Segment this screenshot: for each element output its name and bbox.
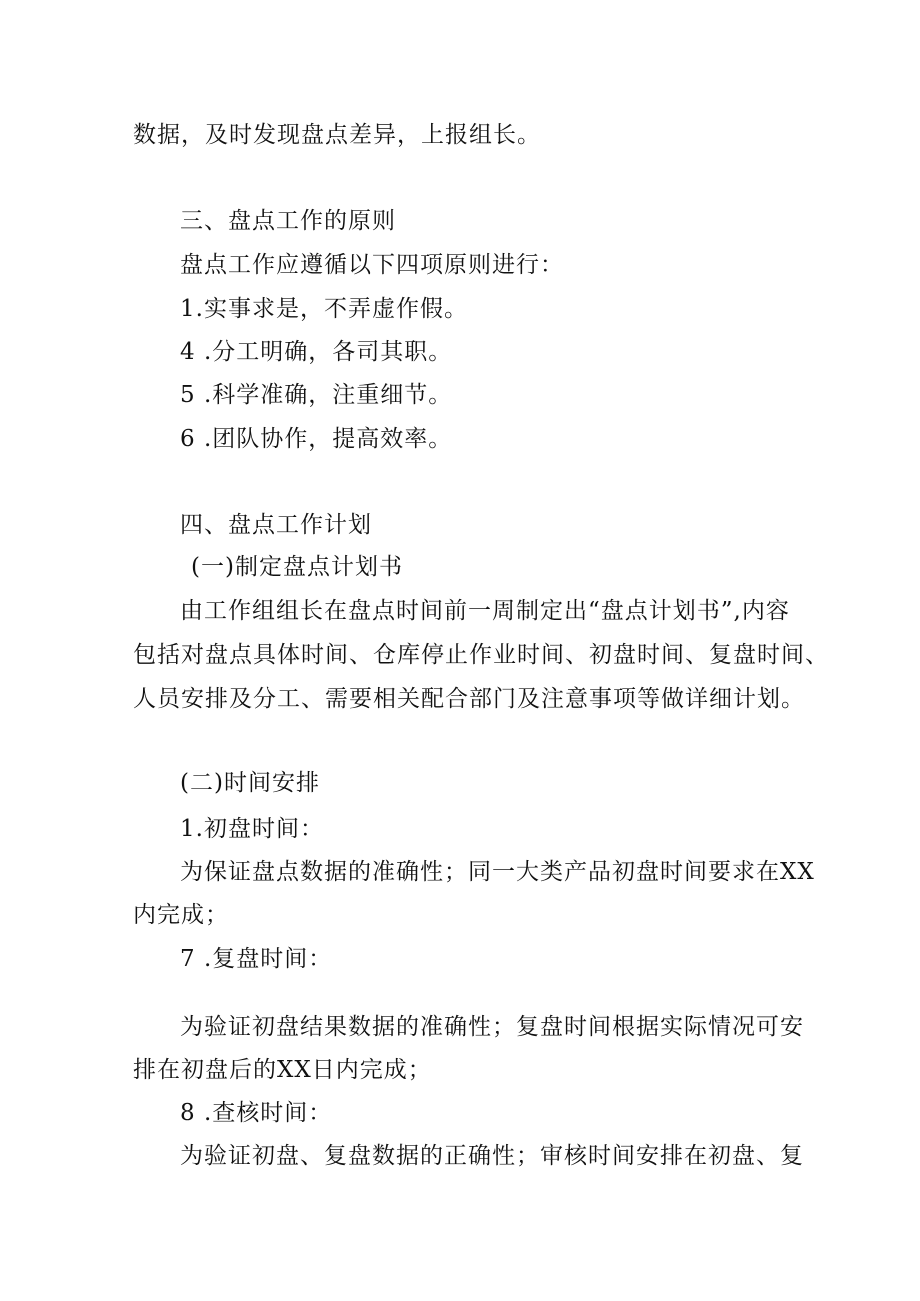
paragraph-schedule: 为验证初盘结果数据的准确性；复盘时间根据实际情况可安 bbox=[180, 1014, 804, 1040]
list-item-schedule: 1.初盘时间： bbox=[180, 816, 324, 842]
list-item-principle: 1.实事求是，不弄虚作假。 bbox=[180, 296, 468, 322]
list-item-schedule: 7 .复盘时间： bbox=[180, 946, 333, 972]
paragraph-schedule: 排在初盘后的XX日内完成； bbox=[133, 1057, 432, 1083]
paragraph-continuation: 数据，及时发现盘点差异，上报组长。 bbox=[133, 122, 541, 148]
paragraph-plan-book: 包括对盘点具体时间、仓库停止作业时间、初盘时间、复盘时间、 bbox=[133, 642, 829, 668]
section-heading-principles: 三、盘点工作的原则 bbox=[180, 208, 396, 234]
paragraph-schedule: 为验证初盘、复盘数据的正确性；审核时间安排在初盘、复 bbox=[180, 1143, 804, 1169]
section-heading-plan: 四、盘点工作计划 bbox=[180, 512, 372, 538]
list-item-principle: 4 .分工明确，各司其职。 bbox=[180, 339, 453, 365]
paragraph-schedule: 内完成； bbox=[133, 902, 229, 928]
paragraph-principles-intro: 盘点工作应遵循以下四项原则进行： bbox=[180, 252, 564, 278]
list-item-principle: 5 .科学准确，注重细节。 bbox=[180, 382, 453, 408]
subsection-heading-schedule: (二)时间安排 bbox=[180, 770, 320, 796]
list-item-schedule: 8 .查核时间： bbox=[180, 1100, 333, 1126]
list-item-principle: 6 .团队协作，提高效率。 bbox=[180, 426, 453, 452]
paragraph-plan-book: 人员安排及分工、需要相关配合部门及注意事项等做详细计划。 bbox=[133, 686, 805, 712]
paragraph-plan-book: 由工作组组长在盘点时间前一周制定出“盘点计划书”,内容 bbox=[180, 598, 790, 624]
subsection-heading-plan-book: (一)制定盘点计划书 bbox=[191, 554, 403, 580]
paragraph-schedule: 为保证盘点数据的准确性；同一大类产品初盘时间要求在XX bbox=[180, 859, 815, 885]
